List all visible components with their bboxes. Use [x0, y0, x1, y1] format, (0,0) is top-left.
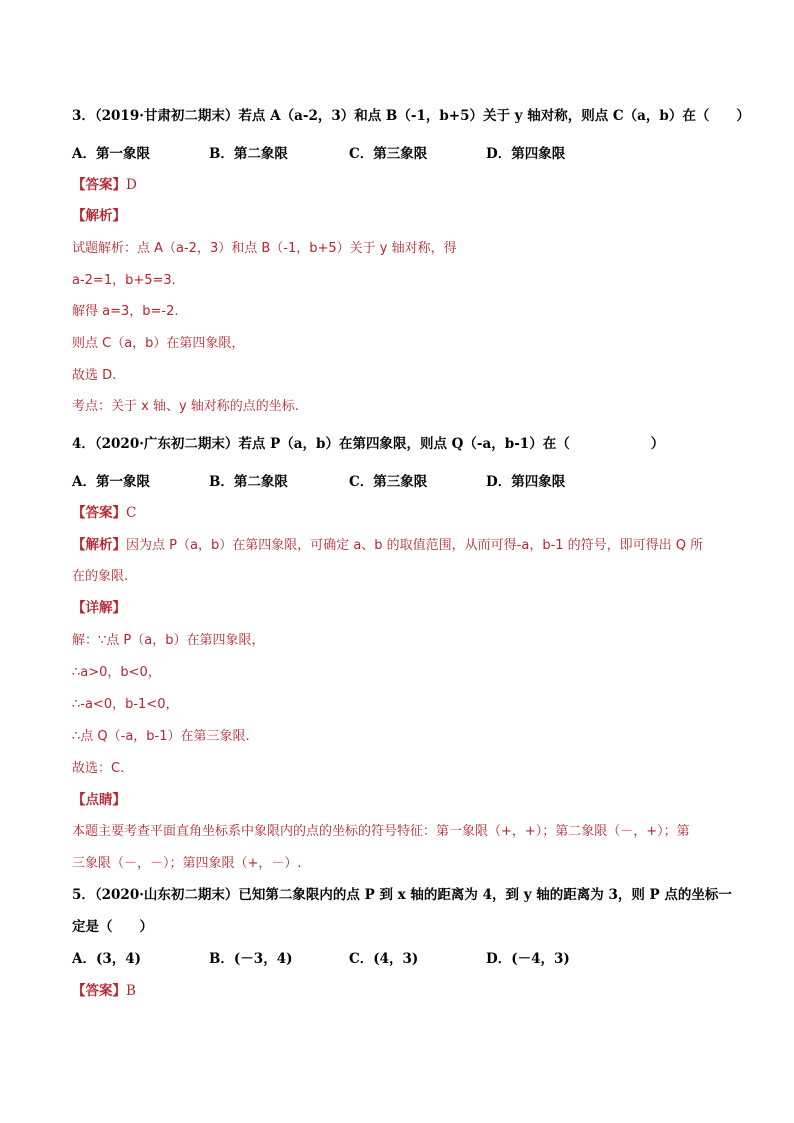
q4-detail-line: ∴a>0，b<0， — [72, 665, 161, 680]
q4-detail-line: ∴点 Q（-a，b-1）在第三象限. — [72, 729, 250, 744]
q4-option-c: C．第三象限 — [349, 474, 428, 490]
q3-analysis-tag: 【解析】 — [72, 208, 126, 224]
q3-topic-line: 考点：关于 x 轴、y 轴对称的点的坐标. — [72, 399, 299, 414]
q4-detail-line: 解：∵点 P（a，b）在第四象限， — [72, 633, 265, 648]
question-4-stem: 4．（2020·广东初二期末）若点 P（a，b）在第四象限，则点 Q（-a，b-1）在（ ） — [72, 436, 665, 452]
q4-detail-tag: 【详解】 — [72, 600, 126, 616]
q5-answer-row — [72, 982, 136, 1000]
q4-comment-tag: 【点睛】 — [72, 792, 126, 808]
q5-option-d: D．(－4，3) — [486, 951, 570, 967]
answer-value: B — [126, 983, 136, 999]
q4-detail-line: 故选：C. — [72, 761, 125, 776]
answer-value: C — [126, 505, 137, 521]
q3-answer-row — [72, 176, 137, 194]
q3-option-b: B．第二象限 — [209, 146, 288, 162]
answer-tag: 【答案】 — [72, 505, 126, 521]
q3-option-a: A．第一象限 — [72, 146, 150, 162]
q4-comment-line: 三象限（－，－）；第四象限（+，－）. — [72, 856, 302, 871]
question-5-stem-line2: 定是（ ） — [72, 919, 153, 935]
analysis-text: 因为点 P（a，b）在第四象限，可确定 a、b 的取值范围，从而可得-a，b-1 的符号，即可得出 Q 所 — [126, 538, 704, 553]
q4-option-d: D．第四象限 — [486, 474, 566, 490]
q4-option-a: A．第一象限 — [72, 474, 150, 490]
question-3-stem: 3．（2019·甘肃初二期末）若点 A（a-2，3）和点 B（-1，b+5）关于 y 轴对称，则点 C（a，b）在（ ） — [72, 108, 750, 124]
q3-analysis-line: 试题解析：点 A（a-2，3）和点 B（-1，b+5）关于 y 轴对称，得 — [72, 241, 457, 256]
q3-analysis-line: 则点 C（a，b）在第四象限， — [72, 336, 245, 351]
q3-option-d: D．第四象限 — [486, 146, 566, 162]
q3-analysis-line: 解得 a=3，b=-2. — [72, 304, 179, 319]
q5-option-c: C．(4，3) — [349, 951, 419, 967]
q4-analysis-row — [72, 536, 703, 555]
q4-option-b: B．第二象限 — [209, 474, 288, 490]
q3-option-c: C．第三象限 — [349, 146, 428, 162]
answer-value: D — [126, 177, 137, 193]
q4-detail-line: ∴-a<0，b-1<0， — [72, 697, 179, 712]
answer-tag: 【答案】 — [72, 983, 126, 999]
q4-answer-row — [72, 504, 136, 522]
analysis-tag: 【解析】 — [72, 537, 126, 553]
q4-analysis-line: 在的象限. — [72, 569, 129, 584]
q5-option-a: A．(3，4) — [72, 951, 142, 967]
question-5-stem-line1: 5．（2020·山东初二期末）已知第二象限内的点 P 到 x 轴的距离为 4，到 y 轴的距离为 3，则 P 点的坐标一 — [72, 887, 732, 903]
q4-comment-line: 本题主要考查平面直角坐标系中象限内的点的坐标的符号特征：第一象限（+，+）；第二象限（－，+）；第 — [72, 824, 690, 839]
q3-analysis-line: a-2=1，b+5=3. — [72, 273, 176, 288]
q3-analysis-line: 故选 D. — [72, 368, 117, 383]
answer-tag: 【答案】 — [72, 177, 126, 193]
q5-option-b: B．(－3，4) — [209, 951, 293, 967]
